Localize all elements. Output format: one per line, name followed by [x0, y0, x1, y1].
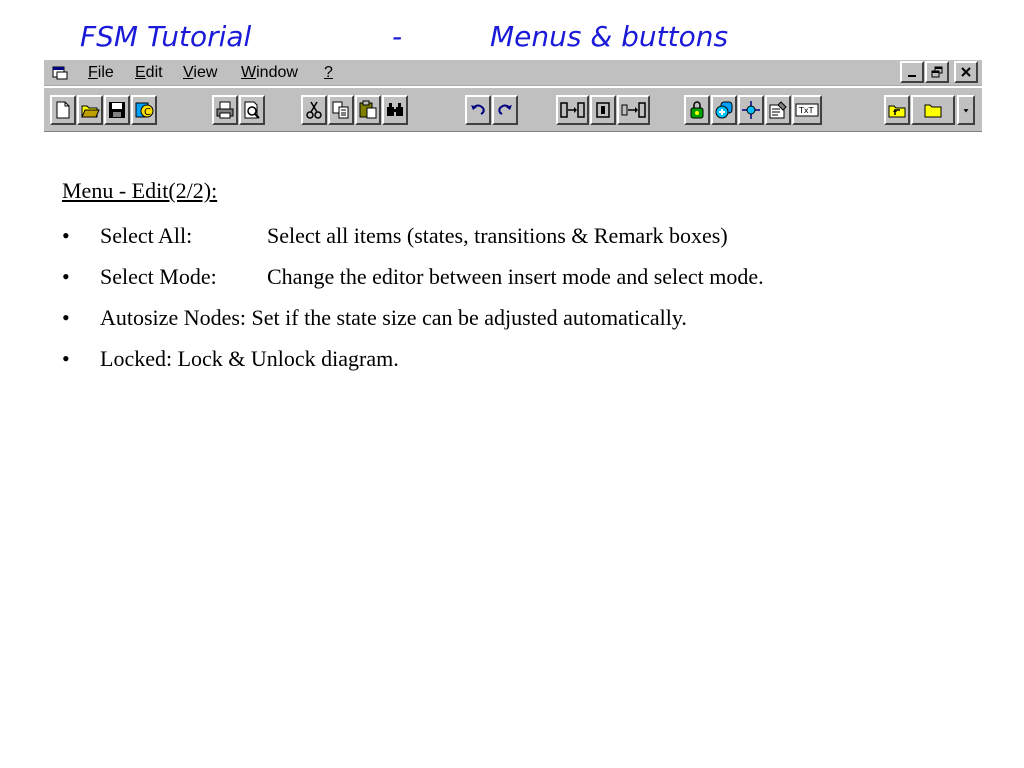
menu-window[interactable] — [241, 62, 298, 84]
folder-select[interactable] — [911, 95, 955, 125]
menu-file-key: F — [88, 64, 98, 81]
dropdown-icon — [961, 100, 971, 120]
minimize-icon — [906, 66, 918, 78]
paste-button[interactable] — [355, 95, 381, 125]
redo-icon — [495, 100, 515, 120]
bullet: • — [62, 305, 70, 330]
transition-icon — [741, 100, 761, 120]
restore-button[interactable] — [925, 61, 949, 83]
c-logo-icon — [134, 100, 154, 120]
properties-icon — [768, 100, 788, 120]
title-separator: - — [392, 20, 403, 53]
align-icon — [559, 100, 587, 120]
c-tool-button[interactable] — [131, 95, 157, 125]
svg-text:C: C — [144, 107, 151, 118]
item-term: Select All: — [100, 223, 193, 248]
add-state-button[interactable] — [711, 95, 737, 125]
menu-view-rest: iew — [193, 64, 218, 81]
lock-icon — [687, 100, 707, 120]
copy-button[interactable] — [328, 95, 354, 125]
item-text: Autosize Nodes: Set if the state size can be adjusted automatically. — [100, 305, 687, 330]
folder-icon — [923, 100, 943, 120]
text-icon — [795, 100, 819, 120]
bullet: • — [62, 264, 70, 289]
cut-button[interactable] — [301, 95, 327, 125]
print-button[interactable] — [212, 95, 238, 125]
properties-button[interactable] — [765, 95, 791, 125]
svg-text:TxT: TxT — [799, 106, 814, 115]
center-button[interactable] — [590, 95, 616, 125]
paste-icon — [358, 100, 378, 120]
find-button[interactable] — [382, 95, 408, 125]
item-term: Select Mode: — [100, 264, 217, 289]
undo-button[interactable] — [465, 95, 491, 125]
open-button[interactable] — [77, 95, 103, 125]
print-icon — [215, 100, 235, 120]
save-icon — [107, 100, 127, 120]
undo-icon — [468, 100, 488, 120]
minimize-button[interactable] — [900, 61, 924, 83]
print-preview-button[interactable] — [239, 95, 265, 125]
align-button[interactable] — [556, 95, 589, 125]
app-document-icon[interactable] — [52, 66, 68, 80]
menu-edit[interactable] — [135, 62, 163, 84]
menu-help[interactable] — [324, 62, 333, 84]
close-button[interactable] — [954, 61, 978, 83]
add-state-icon — [714, 100, 734, 120]
bullet: • — [62, 223, 70, 248]
menu-window-rest: indow — [256, 64, 298, 81]
find-icon — [385, 100, 405, 120]
center-icon — [593, 100, 613, 120]
lock-button[interactable] — [684, 95, 710, 125]
open-icon — [80, 100, 100, 120]
toolbar — [44, 88, 982, 132]
cut-icon — [304, 100, 324, 120]
restore-icon — [931, 66, 943, 78]
distribute-button[interactable] — [617, 95, 650, 125]
distribute-icon — [620, 100, 648, 120]
menu-bar — [44, 60, 982, 86]
redo-button[interactable] — [492, 95, 518, 125]
copy-icon — [331, 100, 351, 120]
up-folder-icon — [887, 100, 907, 120]
bullet: • — [62, 346, 70, 371]
menu-view[interactable] — [183, 62, 217, 84]
close-icon — [960, 66, 972, 78]
up-folder-button[interactable] — [884, 95, 910, 125]
menu-edit-rest: dit — [145, 64, 163, 81]
section-heading: Menu - Edit(2/2): — [62, 178, 218, 203]
title-part-1: FSM Tutorial — [80, 20, 252, 53]
menu-view-key: V — [183, 64, 194, 81]
item-description: Change the editor between insert mode and select mode. — [267, 264, 764, 289]
new-icon — [53, 100, 73, 120]
folder-dropdown-button[interactable] — [957, 95, 975, 125]
menu-file-rest: ile — [97, 64, 114, 81]
text-button[interactable] — [792, 95, 822, 125]
item-description: Select all items (states, transitions & Remark boxes) — [267, 223, 728, 248]
transition-button[interactable] — [738, 95, 764, 125]
item-text: Locked: Lock & Unlock diagram. — [100, 346, 399, 371]
menu-file[interactable] — [88, 62, 114, 84]
slide-title — [80, 18, 780, 56]
print-preview-icon — [242, 100, 262, 120]
title-part-2: Menus & buttons — [490, 20, 729, 53]
save-button[interactable] — [104, 95, 130, 125]
new-button[interactable] — [50, 95, 76, 125]
menu-window-key: W — [241, 64, 257, 81]
menu-edit-key: E — [135, 64, 146, 81]
menu-help-key: ? — [324, 64, 333, 81]
